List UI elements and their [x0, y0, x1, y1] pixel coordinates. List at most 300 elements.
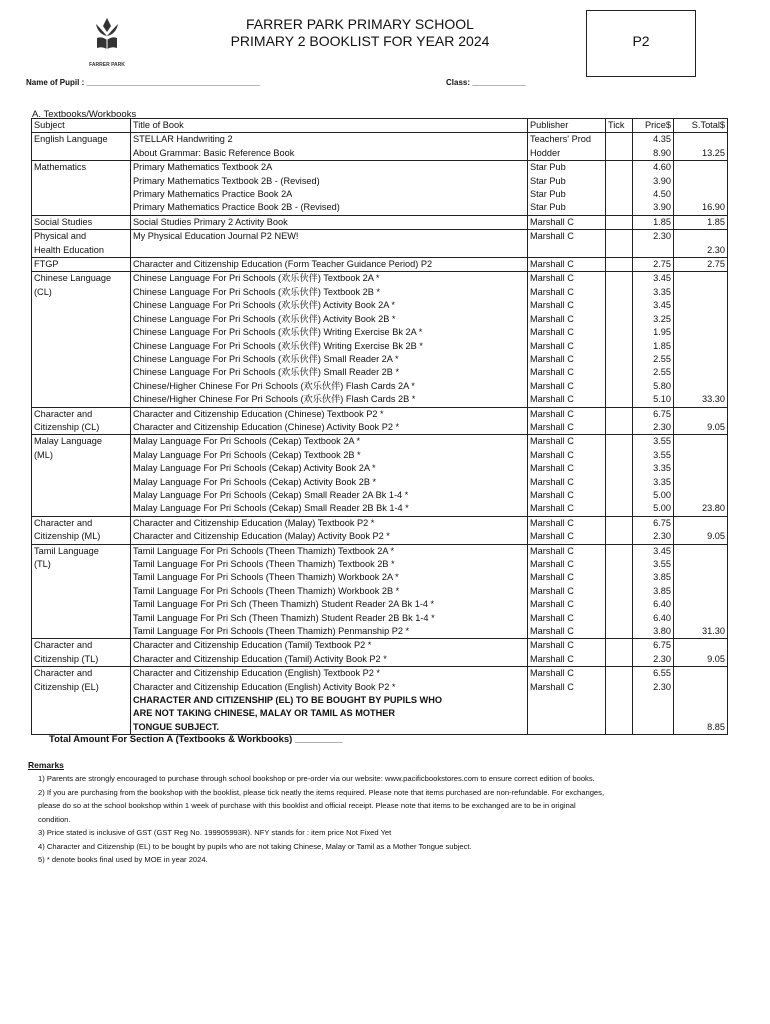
publisher-cell: Marshall C: [528, 299, 606, 312]
table-row: [32, 681, 728, 694]
book-title-cell: Tamil Language For Pri Sch (Theen Thamizh) Student Reader 2A Bk 1-4 *: [131, 598, 528, 611]
book-title-cell: Chinese Language For Pri Schools (欢乐伙伴) Activity Book 2A *: [131, 299, 528, 312]
subject-cell: [32, 476, 131, 489]
publisher-cell: Marshall C: [528, 612, 606, 625]
price-cell: 2.30: [633, 230, 674, 244]
subject-cell: [32, 299, 131, 312]
table-row: [32, 421, 728, 435]
subject-cell: [32, 571, 131, 584]
price-cell: 3.90: [633, 201, 674, 215]
subtotal-cell: [674, 449, 728, 462]
table-row: [32, 340, 728, 353]
subject-cell: [32, 353, 131, 366]
publisher-cell: Marshall C: [528, 530, 606, 544]
price-cell: 3.45: [633, 544, 674, 558]
subtotal-cell: 8.85: [674, 721, 728, 735]
subtotal-cell: 31.30: [674, 625, 728, 639]
price-cell: 2.30: [633, 421, 674, 435]
subtotal-cell: 16.90: [674, 201, 728, 215]
section-a-title: A. Textbooks/Workbooks: [32, 109, 137, 120]
book-title-cell: Tamil Language For Pri Schools (Theen Thamizh) Textbook 2A *: [131, 544, 528, 558]
subject-cell: Character and: [32, 639, 131, 653]
tick-cell[interactable]: [606, 215, 633, 229]
publisher-cell: Marshall C: [528, 340, 606, 353]
tick-cell[interactable]: [606, 571, 633, 584]
table-row: [32, 215, 728, 229]
subject-cell: (ML): [32, 449, 131, 462]
publisher-cell: Marshall C: [528, 366, 606, 379]
price-cell: 4.35: [633, 133, 674, 147]
book-title-cell: Chinese Language For Pri Schools (欢乐伙伴) Writing Exercise Bk 2A *: [131, 326, 528, 339]
publisher-cell: Marshall C: [528, 421, 606, 435]
subject-cell: [32, 313, 131, 326]
publisher-cell: Marshall C: [528, 449, 606, 462]
tick-cell[interactable]: [606, 476, 633, 489]
book-title-cell: Primary Mathematics Textbook 2B - (Revised): [131, 175, 528, 188]
price-cell: 2.30: [633, 530, 674, 544]
subtotal-cell: [674, 681, 728, 694]
tick-cell[interactable]: [606, 516, 633, 530]
subject-cell: Citizenship (CL): [32, 421, 131, 435]
subtotal-cell: [674, 188, 728, 201]
book-title-cell: Character and Citizenship Education (Malay) Textbook P2 *: [131, 516, 528, 530]
table-row: [32, 462, 728, 475]
subtotal-cell: 9.05: [674, 653, 728, 667]
book-title-cell: Character and Citizenship Education (Form Teacher Guidance Period) P2: [131, 258, 528, 272]
book-title-cell: Character and Citizenship Education (Chinese) Textbook P2 *: [131, 407, 528, 421]
book-title-cell: About Grammar: Basic Reference Book: [131, 147, 528, 161]
subtotal-cell: [674, 476, 728, 489]
header-publisher: Publisher: [528, 119, 606, 133]
price-cell: 6.75: [633, 407, 674, 421]
table-row: [32, 313, 728, 326]
subtotal-cell: [674, 558, 728, 571]
subtotal-cell: 1.85: [674, 215, 728, 229]
book-title-cell: Tamil Language For Pri Sch (Theen Thamizh) Student Reader 2B Bk 1-4 *: [131, 612, 528, 625]
price-cell: 4.60: [633, 161, 674, 175]
price-cell: 1.95: [633, 326, 674, 339]
price-cell: 3.90: [633, 175, 674, 188]
subject-cell: [32, 707, 131, 720]
tick-cell[interactable]: [606, 530, 633, 544]
tick-cell[interactable]: [606, 299, 633, 312]
book-title-cell: Chinese Language For Pri Schools (欢乐伙伴) Small Reader 2B *: [131, 366, 528, 379]
tick-cell[interactable]: [606, 625, 633, 639]
price-cell: 3.80: [633, 625, 674, 639]
subject-cell: Health Education: [32, 244, 131, 258]
price-cell: 6.40: [633, 598, 674, 611]
book-title-cell: Malay Language For Pri Schools (Cekap) Small Reader 2B Bk 1-4 *: [131, 502, 528, 516]
tick-cell[interactable]: [606, 612, 633, 625]
tick-cell[interactable]: [606, 694, 633, 707]
price-cell: 3.45: [633, 272, 674, 286]
publisher-cell: Marshall C: [528, 585, 606, 598]
table-row: [32, 175, 728, 188]
subject-cell: [32, 502, 131, 516]
subtotal-cell: [674, 353, 728, 366]
header-price: Price$: [633, 119, 674, 133]
publisher-cell: Marshall C: [528, 653, 606, 667]
tick-cell[interactable]: [606, 585, 633, 598]
subject-cell: English Language: [32, 133, 131, 147]
book-title-cell: Tamil Language For Pri Schools (Theen Thamizh) Workbook 2A *: [131, 571, 528, 584]
price-cell: 2.55: [633, 353, 674, 366]
subject-cell: [32, 721, 131, 735]
table-row: [32, 667, 728, 681]
tick-cell[interactable]: [606, 421, 633, 435]
price-cell: 6.55: [633, 667, 674, 681]
remark-line: please do so at the school bookshop within 1 week of purchase with this booklist and official receipt. Please note that items to be exchanged are to be in original: [38, 801, 576, 810]
remarks-heading: Remarks: [28, 760, 64, 770]
publisher-cell: Marshall C: [528, 516, 606, 530]
price-cell: 2.30: [633, 681, 674, 694]
subject-cell: [32, 366, 131, 379]
price-cell: 1.85: [633, 215, 674, 229]
tick-cell[interactable]: [606, 201, 633, 215]
table-row: [32, 476, 728, 489]
remark-line: 5) * denote books final used by MOE in year 2024.: [38, 855, 208, 864]
tick-cell[interactable]: [606, 393, 633, 407]
tick-cell[interactable]: [606, 258, 633, 272]
subtotal-cell: [674, 340, 728, 353]
book-title-cell: Chinese/Higher Chinese For Pri Schools (欢乐伙伴) Flash Cards 2A *: [131, 380, 528, 393]
tick-cell[interactable]: [606, 272, 633, 286]
book-title-cell: CHARACTER AND CITIZENSHIP (EL) TO BE BOUGHT BY PUPILS WHO: [131, 694, 528, 707]
table-row: [32, 286, 728, 299]
table-row: [32, 147, 728, 161]
price-cell: 5.00: [633, 489, 674, 502]
table-row: [32, 230, 728, 244]
subtotal-cell: [674, 407, 728, 421]
price-cell: 3.45: [633, 299, 674, 312]
tick-cell[interactable]: [606, 639, 633, 653]
price-cell: 3.35: [633, 462, 674, 475]
price-cell: 5.00: [633, 502, 674, 516]
subject-cell: [32, 380, 131, 393]
tick-cell[interactable]: [606, 326, 633, 339]
subtotal-cell: [674, 133, 728, 147]
tick-cell[interactable]: [606, 230, 633, 244]
table-row: [32, 188, 728, 201]
book-title-cell: Malay Language For Pri Schools (Cekap) Textbook 2A *: [131, 435, 528, 449]
booklist-title: PRIMARY 2 BOOKLIST FOR YEAR 2024: [230, 33, 490, 49]
header-subject: Subject: [32, 119, 131, 133]
table-row: [32, 653, 728, 667]
publisher-cell: [528, 707, 606, 720]
publisher-cell: Marshall C: [528, 681, 606, 694]
publisher-cell: [528, 244, 606, 258]
book-title-cell: Malay Language For Pri Schools (Cekap) Textbook 2B *: [131, 449, 528, 462]
tick-cell[interactable]: [606, 161, 633, 175]
subtotal-cell: [674, 694, 728, 707]
price-cell: 3.85: [633, 585, 674, 598]
table-row: [32, 707, 728, 720]
tick-cell[interactable]: [606, 353, 633, 366]
subtotal-cell: [674, 272, 728, 286]
publisher-cell: Marshall C: [528, 625, 606, 639]
subject-cell: Character and: [32, 516, 131, 530]
subtotal-cell: [674, 585, 728, 598]
publisher-cell: [528, 694, 606, 707]
table-row: [32, 366, 728, 379]
subtotal-cell: 9.05: [674, 530, 728, 544]
publisher-cell: Marshall C: [528, 462, 606, 475]
subtotal-cell: [674, 175, 728, 188]
subject-cell: Character and: [32, 407, 131, 421]
tick-cell[interactable]: [606, 380, 633, 393]
publisher-cell: Star Pub: [528, 175, 606, 188]
book-title-cell: Malay Language For Pri Schools (Cekap) Small Reader 2A Bk 1-4 *: [131, 489, 528, 502]
publisher-cell: Teachers' Prod: [528, 133, 606, 147]
school-logo-text: FARRER PARK: [89, 62, 125, 68]
subject-cell: [32, 585, 131, 598]
publisher-cell: Marshall C: [528, 667, 606, 681]
remark-line: 1) Parents are strongly encouraged to purchase through school bookshop or pre-order via our website: www.pacificbookstores.com to ensure correct edition of books.: [38, 774, 595, 783]
tick-cell[interactable]: [606, 502, 633, 516]
remark-line: 4) Character and Citizenship (EL) to be bought by pupils who are not taking Chinese, Malay or Tamil as a Mother Tongue subject.: [38, 841, 472, 851]
publisher-cell: Marshall C: [528, 476, 606, 489]
subject-cell: [32, 175, 131, 188]
subject-cell: Citizenship (TL): [32, 653, 131, 667]
class-field[interactable]: Class: ____________: [446, 78, 526, 87]
price-cell: 2.55: [633, 366, 674, 379]
subtotal-cell: [674, 544, 728, 558]
book-title-cell: Character and Citizenship Education (English) Activity Book P2 *: [131, 681, 528, 694]
price-cell: 2.75: [633, 258, 674, 272]
tick-cell[interactable]: [606, 598, 633, 611]
table-row: [32, 489, 728, 502]
subtotal-cell: 33.30: [674, 393, 728, 407]
tick-cell[interactable]: [606, 544, 633, 558]
remarks-list: [38, 772, 728, 867]
subtotal-cell: [674, 326, 728, 339]
remark-line: 3) Price stated is inclusive of GST (GST Reg No. 199905993R). NFY stands for : item price Not Fixed Yet: [38, 828, 392, 837]
tick-cell[interactable]: [606, 340, 633, 353]
school-name: FARRER PARK PRIMARY SCHOOL: [246, 16, 474, 32]
book-title-cell: Character and Citizenship Education (English) Textbook P2 *: [131, 667, 528, 681]
subtotal-cell: [674, 571, 728, 584]
subject-cell: [32, 694, 131, 707]
price-cell: 3.35: [633, 476, 674, 489]
price-cell: 3.55: [633, 435, 674, 449]
book-title-cell: Social Studies Primary 2 Activity Book: [131, 215, 528, 229]
subtotal-cell: [674, 639, 728, 653]
book-title-cell: Chinese/Higher Chinese For Pri Schools (欢乐伙伴) Flash Cards 2B *: [131, 393, 528, 407]
table-row: [32, 299, 728, 312]
table-row: [32, 598, 728, 611]
table-row: [32, 393, 728, 407]
table-row: [32, 544, 728, 558]
class-code: P2: [632, 33, 650, 49]
subject-cell: [32, 201, 131, 215]
table-row: [32, 272, 728, 286]
table-header-row: [32, 119, 728, 133]
publisher-cell: Marshall C: [528, 544, 606, 558]
subject-cell: FTGP: [32, 258, 131, 272]
table-row: [32, 721, 728, 735]
pupil-name-field[interactable]: Name of Pupil : _______________________________________: [26, 78, 260, 87]
subject-cell: Physical and: [32, 230, 131, 244]
table-row: [32, 407, 728, 421]
tick-cell[interactable]: [606, 435, 633, 449]
tick-cell[interactable]: [606, 366, 633, 379]
school-logo: [82, 14, 132, 68]
price-cell: [633, 721, 674, 735]
price-cell: 1.85: [633, 340, 674, 353]
tick-cell[interactable]: [606, 407, 633, 421]
section-a-total[interactable]: Total Amount For Section A (Textbooks & Workbooks) _________: [49, 734, 343, 745]
subtotal-cell: [674, 707, 728, 720]
subtotal-cell: 9.05: [674, 421, 728, 435]
subtotal-cell: [674, 516, 728, 530]
publisher-cell: Star Pub: [528, 188, 606, 201]
tick-cell[interactable]: [606, 489, 633, 502]
table-row: [32, 694, 728, 707]
price-cell: [633, 694, 674, 707]
header-title: Title of Book: [131, 119, 528, 133]
book-title-cell: Malay Language For Pri Schools (Cekap) Activity Book 2A *: [131, 462, 528, 475]
subtotal-cell: [674, 313, 728, 326]
publisher-cell: Marshall C: [528, 435, 606, 449]
price-cell: 4.50: [633, 188, 674, 201]
tick-cell[interactable]: [606, 313, 633, 326]
page-title: [200, 16, 520, 50]
book-title-cell: Chinese Language For Pri Schools (欢乐伙伴) Writing Exercise Bk 2B *: [131, 340, 528, 353]
publisher-cell: Marshall C: [528, 558, 606, 571]
book-title-cell: STELLAR Handwriting 2: [131, 133, 528, 147]
subject-cell: (TL): [32, 558, 131, 571]
tick-cell[interactable]: [606, 558, 633, 571]
table-row: [32, 380, 728, 393]
price-cell: 6.40: [633, 612, 674, 625]
subtotal-cell: 13.25: [674, 147, 728, 161]
publisher-cell: Marshall C: [528, 353, 606, 366]
book-title-cell: Chinese Language For Pri Schools (欢乐伙伴) Textbook 2A *: [131, 272, 528, 286]
tick-cell[interactable]: [606, 653, 633, 667]
subtotal-cell: [674, 667, 728, 681]
table-row: [32, 353, 728, 366]
book-title-cell: My Physical Education Journal P2 NEW!: [131, 230, 528, 244]
publisher-cell: Marshall C: [528, 502, 606, 516]
table-row: [32, 244, 728, 258]
subject-cell: Mathematics: [32, 161, 131, 175]
publisher-cell: Marshall C: [528, 272, 606, 286]
subtotal-cell: 23.80: [674, 502, 728, 516]
publisher-cell: Marshall C: [528, 598, 606, 611]
subject-cell: [32, 612, 131, 625]
table-row: [32, 201, 728, 215]
tick-cell[interactable]: [606, 721, 633, 735]
price-cell: 3.35: [633, 286, 674, 299]
tick-cell[interactable]: [606, 244, 633, 258]
subject-cell: Chinese Language: [32, 272, 131, 286]
subtotal-cell: [674, 435, 728, 449]
subject-cell: [32, 393, 131, 407]
publisher-cell: Marshall C: [528, 639, 606, 653]
publisher-cell: Star Pub: [528, 161, 606, 175]
table-row: [32, 530, 728, 544]
book-title-cell: ARE NOT TAKING CHINESE, MALAY OR TAMIL AS MOTHER: [131, 707, 528, 720]
publisher-cell: Marshall C: [528, 215, 606, 229]
publisher-cell: Marshall C: [528, 407, 606, 421]
subject-cell: (CL): [32, 286, 131, 299]
book-title-cell: Tamil Language For Pri Schools (Theen Thamizh) Textbook 2B *: [131, 558, 528, 571]
table-row: [32, 639, 728, 653]
tick-cell[interactable]: [606, 681, 633, 694]
publisher-cell: Marshall C: [528, 489, 606, 502]
tick-cell[interactable]: [606, 175, 633, 188]
price-cell: 5.80: [633, 380, 674, 393]
subject-cell: [32, 326, 131, 339]
publisher-cell: Hodder: [528, 147, 606, 161]
subtotal-cell: 2.30: [674, 244, 728, 258]
subtotal-cell: [674, 612, 728, 625]
tick-cell[interactable]: [606, 667, 633, 681]
tick-cell[interactable]: [606, 462, 633, 475]
subject-cell: [32, 598, 131, 611]
book-title-cell: Character and Citizenship Education (Malay) Activity Book P2 *: [131, 530, 528, 544]
price-cell: 3.55: [633, 449, 674, 462]
book-title-cell: TONGUE SUBJECT.: [131, 721, 528, 735]
price-cell: 3.55: [633, 558, 674, 571]
publisher-cell: [528, 721, 606, 735]
subject-cell: [32, 188, 131, 201]
table-row: [32, 612, 728, 625]
price-cell: 3.25: [633, 313, 674, 326]
book-title-cell: Chinese Language For Pri Schools (欢乐伙伴) Small Reader 2A *: [131, 353, 528, 366]
booklist-table: [31, 118, 728, 735]
table-row: [32, 435, 728, 449]
table-row: [32, 571, 728, 584]
table-row: [32, 161, 728, 175]
header-tick: Tick: [606, 119, 633, 133]
tick-cell[interactable]: [606, 133, 633, 147]
price-cell: 5.10: [633, 393, 674, 407]
publisher-cell: Marshall C: [528, 286, 606, 299]
book-title-cell: Primary Mathematics Textbook 2A: [131, 161, 528, 175]
price-cell: 6.75: [633, 516, 674, 530]
publisher-cell: Marshall C: [528, 571, 606, 584]
header-subtotal: S.Total$: [674, 119, 728, 133]
subject-cell: [32, 489, 131, 502]
book-title-cell: [131, 244, 528, 258]
subject-cell: [32, 340, 131, 353]
tick-cell[interactable]: [606, 147, 633, 161]
book-title-cell: Chinese Language For Pri Schools (欢乐伙伴) Textbook 2B *: [131, 286, 528, 299]
subtotal-cell: [674, 489, 728, 502]
tick-cell[interactable]: [606, 188, 633, 201]
book-title-cell: Malay Language For Pri Schools (Cekap) Activity Book 2B *: [131, 476, 528, 489]
table-row: [32, 585, 728, 598]
class-code-box: [586, 10, 696, 77]
table-row: [32, 449, 728, 462]
book-title-cell: Tamil Language For Pri Schools (Theen Thamizh) Penmanship P2 *: [131, 625, 528, 639]
tick-cell[interactable]: [606, 449, 633, 462]
subject-cell: Citizenship (ML): [32, 530, 131, 544]
price-cell: [633, 244, 674, 258]
publisher-cell: Star Pub: [528, 201, 606, 215]
table-row: [32, 502, 728, 516]
subtotal-cell: [674, 598, 728, 611]
publisher-cell: Marshall C: [528, 326, 606, 339]
table-row: [32, 326, 728, 339]
table-row: [32, 558, 728, 571]
tick-cell[interactable]: [606, 707, 633, 720]
subject-cell: [32, 147, 131, 161]
tick-cell[interactable]: [606, 286, 633, 299]
subtotal-cell: [674, 462, 728, 475]
subtotal-cell: [674, 380, 728, 393]
